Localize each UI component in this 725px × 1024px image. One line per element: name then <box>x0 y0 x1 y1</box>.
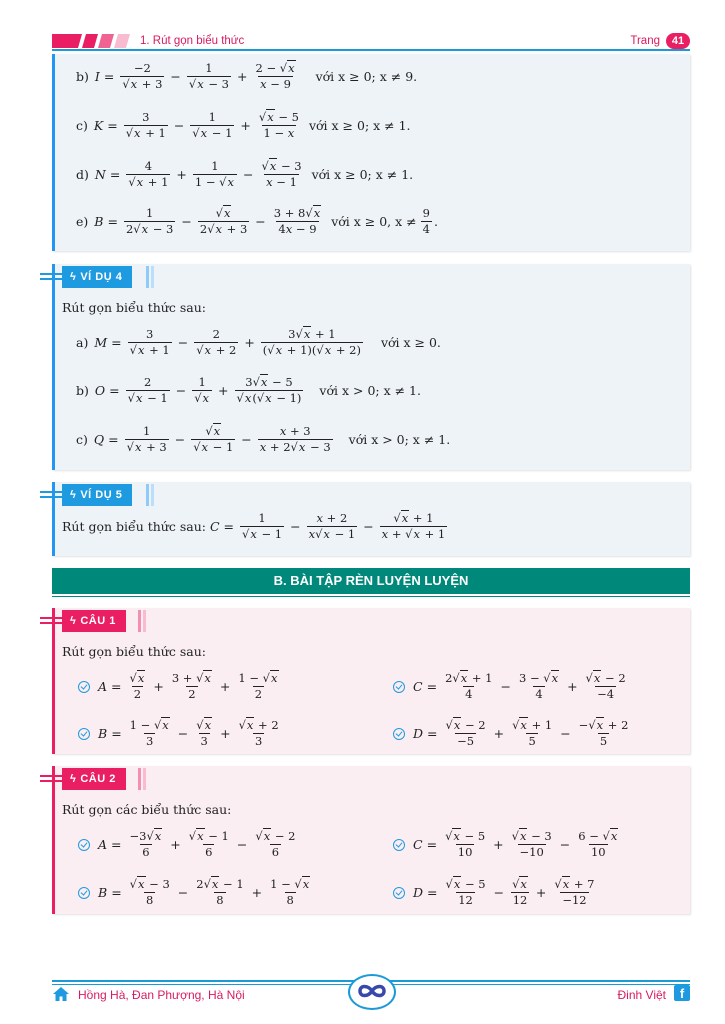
header-rule <box>52 49 690 51</box>
check-circle-icon <box>78 887 90 899</box>
expr-K: c) K = $\frac{3}{√x + 1}$ − $\frac{1}{√x - 1}$ + $\frac{√x - 5}{1 - x}$ với x ≥ 0; x ≠ 1. <box>76 110 411 141</box>
check-circle-icon <box>393 681 405 693</box>
example-4-prompt: Rút gọn biểu thức sau: <box>62 300 206 315</box>
expr-M: a) M = $\frac{3}{√x + 1}$ − $\frac{2}{√x + 2}$ + $\frac{3√x + 1}{(√x + 1)(√x + 2)}$ với x ≥ 0. <box>76 327 441 358</box>
check-circle-icon <box>393 728 405 740</box>
check-circle-icon <box>78 839 90 851</box>
exercise-1-tag: ϟ CÂU 1 <box>62 610 126 632</box>
infinity-icon <box>352 976 392 1006</box>
tag-dash-decor <box>40 491 62 499</box>
tag-bars-decor <box>146 266 158 288</box>
page-number-badge: 41 <box>666 33 690 49</box>
expr-O: b) O = $\frac{2}{√x - 1}$ − $\frac{1}{√x}$ + $\frac{3√x - 5}{√x(√x - 1)}$ với x > 0; x ≠ 1. <box>76 375 421 406</box>
ex1-expr-C: C = $\frac{2√x + 1}{4}$ − $\frac{3 - √x}{4}$ + $\frac{√x - 2}{-4}$ <box>393 672 630 701</box>
check-circle-icon <box>393 839 405 851</box>
ex1-expr-D: D = $\frac{√x - 2}{-5}$ + $\frac{√x + 1}{5}$ − $\frac{-√x + 2}{5}$ <box>393 719 632 748</box>
section-b-banner: B. BÀI TẬP RÈN LUYỆN LUYỆN <box>52 568 690 594</box>
ex1-expr-B: B = $\frac{1 - √x}{3}$ − $\frac{√x}{3}$ + $\frac{√x + 2}{3}$ <box>78 719 283 748</box>
tag-dash-decor <box>40 273 62 281</box>
home-icon <box>52 986 70 1002</box>
exercise-1-prompt: Rút gọn biểu thức sau: <box>62 644 206 659</box>
page-header <box>52 32 690 52</box>
page-footer <box>52 980 690 1010</box>
chapter-title: 1. Rút gọn biểu thức <box>140 35 245 47</box>
exercise-2-prompt: Rút gọn các biểu thức sau: <box>62 802 232 817</box>
page-label: Trang <box>630 35 660 47</box>
example-5-tag: ϟ VÍ DỤ 5 <box>62 484 132 506</box>
ex2-expr-B: B = $\frac{√x - 3}{8}$ − $\frac{2√x - 1}{8}$ + $\frac{1 - √x}{8}$ <box>78 878 314 907</box>
infinity-logo <box>348 974 396 1010</box>
expr-I: b) I = $\frac{-2}{√x + 3}$ − $\frac{1}{√x - 3}$ + $\frac{2 - √x}{x - 9}$ với x ≥ 0; x ≠ 9. <box>76 61 418 92</box>
footer-author: Đinh Việt <box>617 988 666 1002</box>
ex2-expr-A: A = $\frac{-3√x}{6}$ + $\frac{√x - 1}{6}$ − $\frac{√x - 2}{6}$ <box>78 830 299 859</box>
ex2-expr-C: C = $\frac{√x - 5}{10}$ + $\frac{√x - 3}{-10}$ − $\frac{6 - √x}{10}$ <box>393 830 622 859</box>
tag-bars-decor <box>138 768 150 790</box>
section-rule <box>52 596 690 597</box>
check-circle-icon <box>78 681 90 693</box>
ex2-expr-D: D = $\frac{√x - 5}{12}$ − $\frac{√x}{12}$ + $\frac{√x + 7}{-12}$ <box>393 878 599 907</box>
ex1-expr-A: A = $\frac{√x}{2}$ + $\frac{3 + √x}{2}$ + $\frac{1 - √x}{2}$ <box>78 672 283 701</box>
check-circle-icon <box>78 728 90 740</box>
header-stripes <box>52 34 134 48</box>
bolt-icon: ϟ <box>70 489 77 501</box>
bolt-icon: ϟ <box>70 271 77 283</box>
expr-Q: c) Q = $\frac{1}{√x + 3}$ − $\frac{√x}{√x - 1}$ − $\frac{x + 3}{x + 2√x - 3}$ với x > 0; x ≠ 1. <box>76 424 451 455</box>
facebook-icon[interactable]: f <box>674 985 690 1001</box>
tag-bars-decor <box>138 610 150 632</box>
example-4-tag: ϟ VÍ DỤ 4 <box>62 266 132 288</box>
expr-C-example5: Rút gọn biểu thức sau: C = $\frac{1}{√x - 1}$ − $\frac{x + 2}{x√x - 1}$ − $\frac{√x + 1}{x + √x + 1}$ <box>62 511 446 542</box>
check-circle-icon <box>393 887 405 899</box>
exercise-2-tag: ϟ CÂU 2 <box>62 768 126 790</box>
bolt-icon: ϟ <box>70 773 77 785</box>
footer-address: Hồng Hà, Đan Phượng, Hà Nội <box>78 988 245 1002</box>
tag-bars-decor <box>146 484 158 506</box>
expr-B: e) B = $\frac{1}{2√x - 3}$ − $\frac{√x}{2√x + 3}$ − $\frac{3 + 8√x}{4x - 9}$ với x ≥ 0, x ≠ $\frac{9}{4}$ . <box>76 206 438 237</box>
bolt-icon: ϟ <box>70 615 77 627</box>
tag-dash-decor <box>40 617 62 625</box>
expr-N: d) N = $\frac{4}{√x + 1}$ + $\frac{1}{1 - √x}$ − $\frac{√x - 3}{x - 1}$ với x ≥ 0; x ≠ 1. <box>76 159 414 190</box>
tag-dash-decor <box>40 775 62 783</box>
